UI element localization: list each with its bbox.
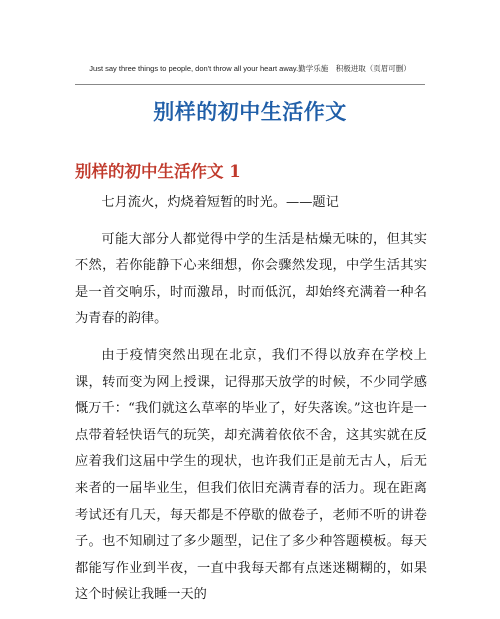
body-text [75,190,427,619]
paragraph-intro: 可能大部分人都觉得中学的生活是枯燥无味的，但其实不然，若你能静下心来细想，你会骤然发现，中学生活其实是一首交响乐，时而激昂，时而低沉，却始终充满着一种名为青春的韵律。 [75,231,427,327]
paragraph-epigraph: 七月流火，灼烧着短暂的时光。——题记 [101,195,339,210]
section-title: 别样的初中生活作文 1 [75,162,241,181]
document-title: 别样的初中生活作文 [153,99,347,124]
paragraph-pandemic: 由于疫情突然出现在北京，我们不得以放弃在学校上课，转而变为网上授课，记得那天放学的时候，不少同学感慨万千：“我们就这么草率的毕业了，好失落诶。”这也许是一点带着轻快语气的玩笑，却充满着依依不舍，这其实就在反应着我们这届中学生的现状，也许我们正是前无古人，后无来者的一届毕业生，但我们依旧充满青春的活力。现在距离考试还有几天，每天都是不停歇的做卷子，老师不听的讲卷子。也不知刷过了多少题型，记住了多少种答题模板。每天都能写作业到半夜，一直中我每天都有点迷迷糊糊的，如果这个时候让我睡一天的 [75,347,427,603]
page-header: Just say three things to people, don't throw all your heart away.勤学乐施 积极进取（页眉可删） [89,64,411,73]
header-divider [75,84,425,85]
